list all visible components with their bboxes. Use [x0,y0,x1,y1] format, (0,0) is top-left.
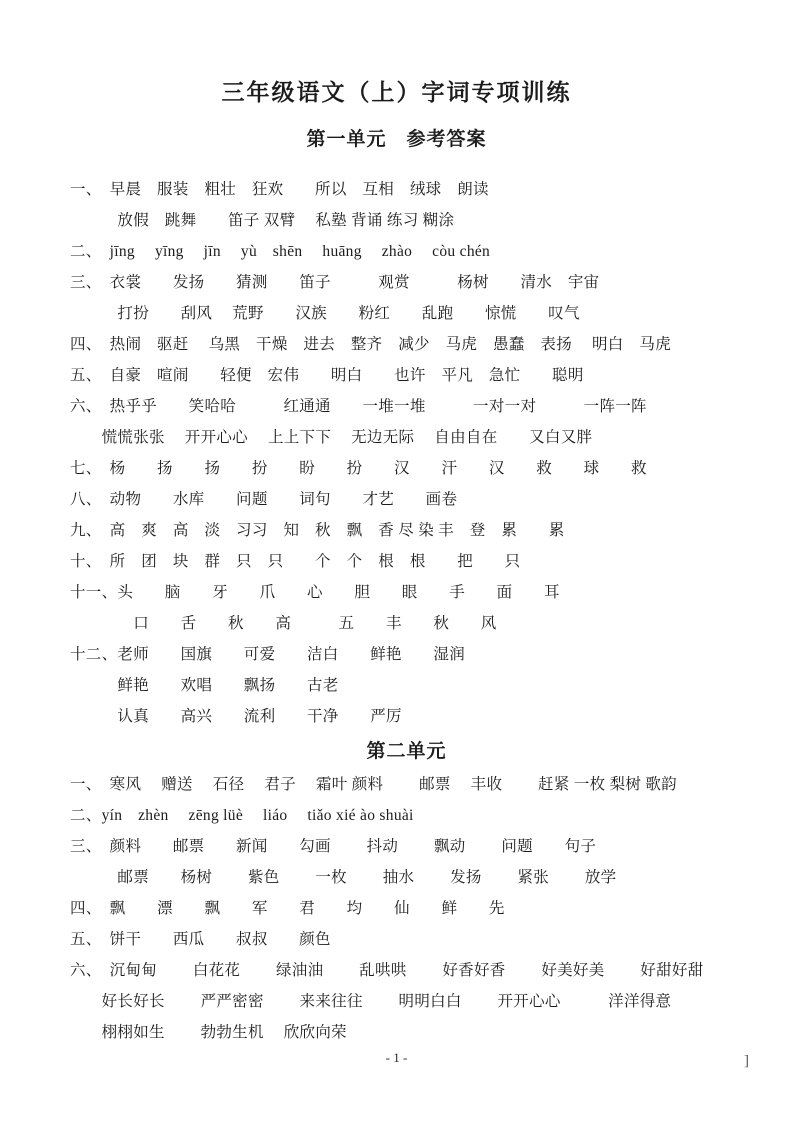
answer-line: 放假 跳舞 笛子 双臂 私塾 背诵 练习 糊涂 [70,212,455,229]
answer-line: 三、 衣裳 发扬 猜测 笛子 观赏 杨树 清水 宇宙 [70,274,600,291]
unit2-answer-list [70,769,743,1048]
unit1-answer-list [70,174,743,732]
unit1-heading: 第一单元 参考答案 [306,129,487,150]
answer-line: 四、 热闹 驱赶 乌黑 干燥 进去 整齐 减少 马虎 愚蠢 表扬 明白 马虎 [70,336,672,353]
answer-line: 打扮 刮风 荒野 汉族 粉红 乱跑 惊慌 叹气 [70,305,580,322]
answer-line: 十一、头 脑 牙 爪 心 胆 眼 手 面 耳 [70,584,560,601]
answer-line: 九、 高 爽 高 淡 习习 知 秋 飘 香 尽 染 丰 登 累 累 [70,522,565,539]
document-body [70,174,743,1048]
answer-line: 一、 早晨 服装 粗壮 狂欢 所以 互相 绒球 朗读 [70,181,489,198]
unit2-heading: 第二单元 [366,741,447,762]
answer-line: 口 舌 秋 高 五 丰 秋 风 [70,615,497,632]
answer-line: 二、 jīng yīng jīn yù shēn huāng zhào còu chén [70,243,491,260]
answer-line: 八、 动物 水库 问题 词句 才艺 画卷 [70,491,458,508]
answer-line: 三、 颜料 邮票 新闻 勾画 抖动 飘动 问题 句子 [70,838,597,855]
answer-line: 十、 所 团 块 群 只 只 个 个 根 根 把 只 [70,553,521,570]
answer-line: 十二、老师 国旗 可爱 洁白 鲜艳 湿润 [70,646,466,663]
answer-line: 二、yín zhèn zēng lüè liáo tiǎo xié ào shuài [70,807,414,824]
answer-line: 一、 寒风 赠送 石径 君子 霜叶 颜料 邮票 丰收 赶紧 一枚 梨树 歌韵 [70,776,677,793]
answer-line: 认真 高兴 流利 干净 严厉 [70,708,402,725]
answer-line: 鲜艳 欢唱 飘扬 古老 [70,677,339,694]
answer-line: 栩栩如生 勃勃生机 欣欣向荣 [70,1024,347,1041]
answer-line: 六、 热乎乎 笑哈哈 红通通 一堆一堆 一对一对 一阵一阵 [70,398,647,415]
answer-line: 六、 沉甸甸 白花花 绿油油 乱哄哄 好香好香 好美好美 好甜好甜 [70,962,704,979]
page-number: - 1 - [385,1050,408,1065]
scan-margin-mark: ] [744,1053,749,1069]
answer-line: 七、 杨 扬 扬 扮 盼 扮 汉 汗 汉 救 球 救 [70,460,647,477]
answer-line: 邮票 杨树 紫色 一枚 抽水 发扬 紧张 放学 [70,869,617,886]
answer-line: 五、 饼干 西瓜 叔叔 颜色 [70,931,331,948]
answer-line: 五、 自豪 喧闹 轻便 宏伟 明白 也许 平凡 急忙 聪明 [70,367,584,384]
answer-line: 慌慌张张 开开心心 上上下下 无边无际 自由自在 又白又胖 [70,429,593,446]
document-title: 三年级语文（上）字词专项训练 [221,80,572,105]
answer-line: 好长好长 严严密密 来来往往 明明白白 开开心心 洋洋得意 [70,993,672,1010]
answer-line: 四、 飘 漂 飘 军 君 均 仙 鲜 先 [70,900,505,917]
